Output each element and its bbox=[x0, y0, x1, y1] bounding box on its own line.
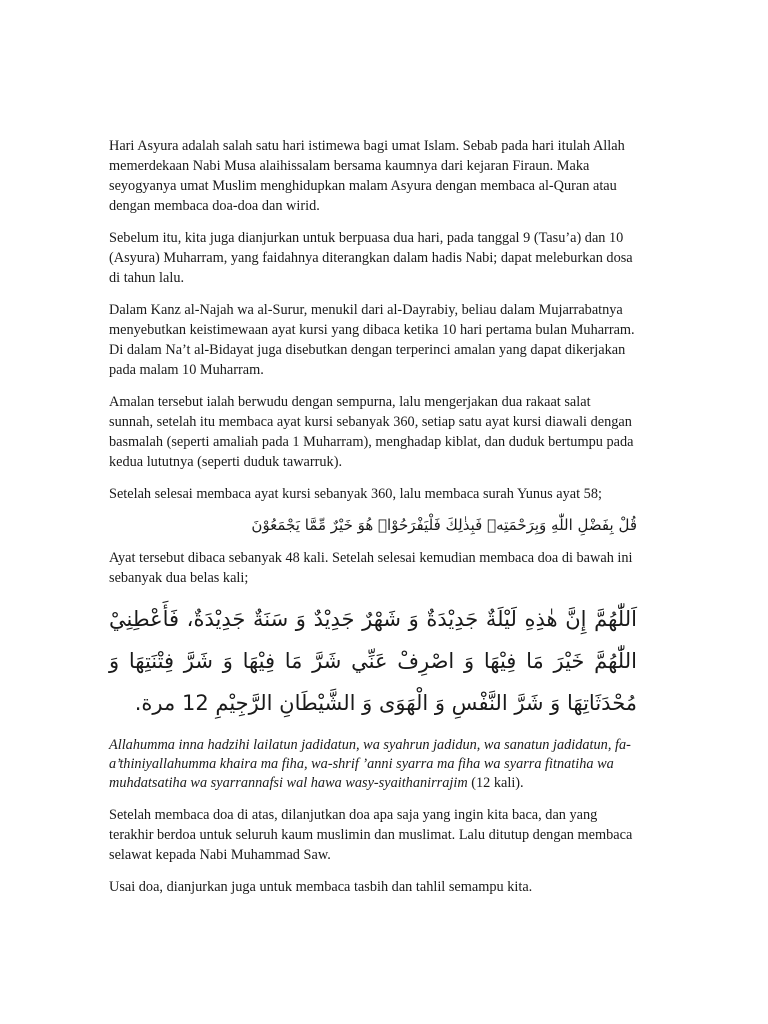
transliteration-count: (12 kali). bbox=[467, 775, 524, 791]
paragraph-closing-doa: Setelah membaca doa di atas, dilanjutkan doa apa saja yang ingin kita baca, dan yang terakhir berdoa untuk seluruh kaum muslimin dan muslimat. Lalu ditutup dengan membaca selawat kepada Nabi Muhammad Saw. bbox=[109, 807, 633, 863]
arabic-verse-yunus-58: قُلْ بِفَضْلِ اللّٰهِ وَبِرَحْمَتِهٖ فَبِذٰلِكَ فَلْيَفْرَحُوْاۗ هُوَ خَيْرٌ مِّمَّا يَجْمَعُوْنَ bbox=[251, 516, 637, 534]
paragraph-fasting: Sebelum itu, kita juga dianjurkan untuk berpuasa dua hari, pada tanggal 9 (Tasu’a) dan 10 (Asyura) Muharram, yang faidahnya diterangkan dalam hadis Nabi; dapat meleburkan dosa di tahun lalu. bbox=[109, 230, 633, 286]
paragraph-surah-yunus: Setelah selesai membaca ayat kursi sebanyak 360, lalu membaca surah Yunus ayat 58; bbox=[109, 486, 602, 502]
paragraph-amalan: Amalan tersebut ialah berwudu dengan sempurna, lalu mengerjakan dua rakaat salat sunnah, setelah itu membaca ayat kursi sebanyak 360, setiap satu ayat kursi diawali dengan basmalah (seperti amaliah pada 1 Muharram), menghadap kiblat, dan duduk bertumpu pada kedua lututnya (seperti duduk tawarruk). bbox=[109, 394, 634, 470]
paragraph-recite-48: Ayat tersebut dibaca sebanyak 48 kali. Setelah selesai kemudian membaca doa di bawah ini sebanyak dua belas kali; bbox=[109, 550, 633, 586]
arabic-prayer: اَللّٰهُمَّ إِنَّ هٰذِهِ لَيْلَةٌ جَدِيْدَةٌ وَ شَهْرٌ جَدِيْدٌ وَ سَنَةٌ جَدِيْدَةٌ، فَأَعْطِنِيْ اللّٰهُمَّ خَيْرَ مَا فِيْهَا وَ اصْرِفْ عَنِّي شَرَّ مَا فِيْهَا وَ شَرَّ فِتْنَتِهَا وَ مُحْدَثَاتِهَا وَ شَرَّ النَّفْسِ وَ الْهَوَى وَ الشَّيْطَانِ الرَّجِيْمِ 12 مرة. bbox=[109, 607, 637, 715]
paragraph-tasbih-tahlil: Usai doa, dianjurkan juga untuk membaca tasbih dan tahlil semampu kita. bbox=[109, 879, 533, 895]
paragraph-transliteration bbox=[109, 736, 637, 793]
paragraph-kanz-al-najah: Dalam Kanz al-Najah wa al-Surur, menukil dari al-Dayrabiy, beliau dalam Mujarrabatnya menyebutkan keistimewaan ayat kursi yang dibaca ketika 10 hari pertama bulan Muharram. Di dalam Na’t al-Bidayat juga disebutkan dengan terperinci amalan yang dapat dikerjakan pada malam 10 Muharram. bbox=[109, 302, 635, 378]
paragraph-asyura-intro: Hari Asyura adalah salah satu hari istimewa bagi umat Islam. Sebab pada hari itulah Allah memerdekaan Nabi Musa alaihissalam bersama kaumnya dari kejaran Firaun. Maka seyogyanya umat Muslim menghidupkan malam Asyura dengan membaca al-Quran atau dengan membaca doa-doa dan wirid. bbox=[109, 138, 625, 214]
document-page bbox=[109, 136, 637, 909]
transliteration-text: Allahumma inna hadzihi lailatun jadidatun, wa syahrun jadidun, wa sanatun jadidatun, fa-a’thiniyallahumma khaira ma fiha, wa-shrif ’anni syarra ma fiha wa syarra fitnatiha wa muhdatsatiha wa syarrannafsi wal hawa wasy-syaithanirrajim bbox=[109, 737, 631, 791]
